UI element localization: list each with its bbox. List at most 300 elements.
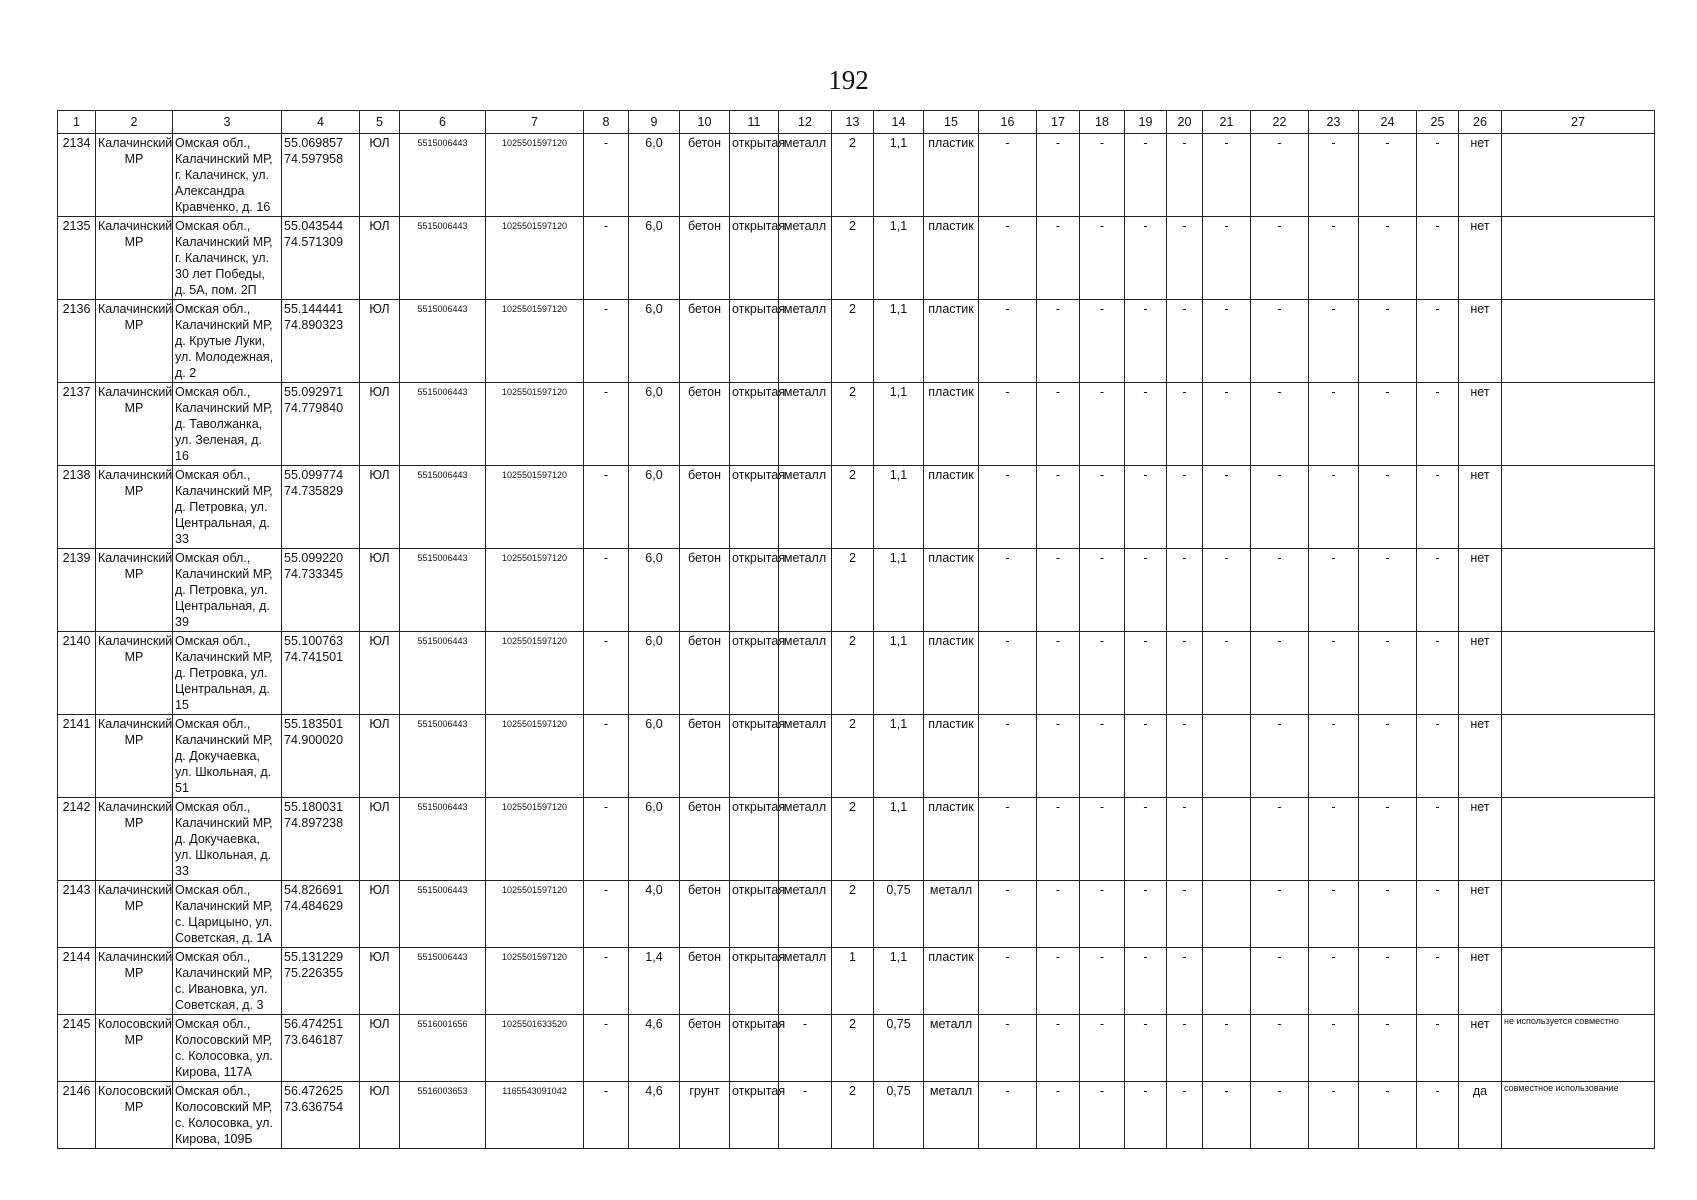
column-header-26: 26 <box>1459 111 1502 134</box>
cell-col-11: открытая <box>730 466 779 549</box>
cell-col-2: Калачинский МР <box>96 632 173 715</box>
cell-col-7: 1025501597120 <box>486 300 584 383</box>
cell-col-3: Омская обл., Калачинский МР, д. Петровка, ул. Центральная, д. 39 <box>173 549 282 632</box>
cell-col-13: 2 <box>832 1082 874 1149</box>
cell-col-14: 1,1 <box>874 715 924 798</box>
cell-col-17: - <box>1037 948 1080 1015</box>
cell-col-8: - <box>584 1082 629 1149</box>
column-header-18: 18 <box>1080 111 1125 134</box>
cell-col-21: - <box>1203 383 1251 466</box>
cell-col-19: - <box>1125 715 1167 798</box>
cell-col-3: Омская обл., Калачинский МР, с. Ивановка, ул. Советская, д. 3 <box>173 948 282 1015</box>
cell-col-9: 4,6 <box>629 1015 680 1082</box>
cell-col-4: 55.144441 74.890323 <box>282 300 360 383</box>
cell-col-9: 6,0 <box>629 217 680 300</box>
cell-col-27 <box>1502 300 1655 383</box>
column-header-27: 27 <box>1502 111 1655 134</box>
cell-col-23: - <box>1309 217 1359 300</box>
cell-col-20: - <box>1167 948 1203 1015</box>
cell-col-3: Омская обл., Калачинский МР, д. Петровка, ул. Центральная, д. 15 <box>173 632 282 715</box>
cell-col-22: - <box>1251 948 1309 1015</box>
cell-col-12: металл <box>779 300 832 383</box>
cell-col-12: - <box>779 1082 832 1149</box>
cell-col-17: - <box>1037 1015 1080 1082</box>
cell-col-26: нет <box>1459 715 1502 798</box>
cell-col-2: Калачинский МР <box>96 549 173 632</box>
cell-col-27 <box>1502 217 1655 300</box>
cell-col-13: 2 <box>832 466 874 549</box>
cell-col-9: 6,0 <box>629 134 680 217</box>
cell-col-10: бетон <box>680 300 730 383</box>
cell-col-8: - <box>584 134 629 217</box>
cell-col-25: - <box>1417 1082 1459 1149</box>
cell-col-16: - <box>979 549 1037 632</box>
column-header-8: 8 <box>584 111 629 134</box>
cell-col-22: - <box>1251 300 1309 383</box>
cell-col-4: 55.043544 74.571309 <box>282 217 360 300</box>
cell-col-9: 6,0 <box>629 798 680 881</box>
cell-col-6: 5515006443 <box>400 715 486 798</box>
cell-col-7: 1025501597120 <box>486 798 584 881</box>
cell-col-13: 2 <box>832 549 874 632</box>
cell-col-5: ЮЛ <box>360 134 400 217</box>
cell-col-21 <box>1203 798 1251 881</box>
column-header-13: 13 <box>832 111 874 134</box>
cell-col-6: 5515006443 <box>400 300 486 383</box>
cell-col-14: 1,1 <box>874 466 924 549</box>
cell-col-9: 4,0 <box>629 881 680 948</box>
cell-col-4: 55.131229 75.226355 <box>282 948 360 1015</box>
cell-col-18: - <box>1080 632 1125 715</box>
cell-col-3: Омская обл., Калачинский МР, д. Петровка, ул. Центральная, д. 33 <box>173 466 282 549</box>
cell-col-14: 1,1 <box>874 383 924 466</box>
cell-col-22: - <box>1251 383 1309 466</box>
cell-col-14: 1,1 <box>874 300 924 383</box>
cell-col-19: - <box>1125 549 1167 632</box>
cell-col-19: - <box>1125 134 1167 217</box>
cell-col-7: 1025501597120 <box>486 632 584 715</box>
cell-col-8: - <box>584 383 629 466</box>
table-row <box>58 881 1655 948</box>
cell-col-6: 5515006443 <box>400 948 486 1015</box>
cell-col-12: металл <box>779 134 832 217</box>
cell-col-19: - <box>1125 881 1167 948</box>
cell-col-21: - <box>1203 632 1251 715</box>
cell-col-1: 2141 <box>58 715 96 798</box>
cell-col-26: нет <box>1459 383 1502 466</box>
cell-col-8: - <box>584 300 629 383</box>
table-row <box>58 632 1655 715</box>
cell-col-17: - <box>1037 798 1080 881</box>
cell-col-14: 1,1 <box>874 134 924 217</box>
cell-col-10: бетон <box>680 1015 730 1082</box>
table-row <box>58 1015 1655 1082</box>
cell-col-9: 6,0 <box>629 466 680 549</box>
cell-col-27 <box>1502 798 1655 881</box>
cell-col-5: ЮЛ <box>360 798 400 881</box>
cell-col-27 <box>1502 948 1655 1015</box>
cell-col-21: - <box>1203 300 1251 383</box>
cell-col-13: 2 <box>832 881 874 948</box>
cell-col-1: 2134 <box>58 134 96 217</box>
cell-col-22: - <box>1251 217 1309 300</box>
cell-col-6: 5515006443 <box>400 466 486 549</box>
cell-col-1: 2139 <box>58 549 96 632</box>
cell-col-20: - <box>1167 1015 1203 1082</box>
cell-col-10: бетон <box>680 549 730 632</box>
cell-col-24: - <box>1359 134 1417 217</box>
cell-col-15: пластик <box>924 549 979 632</box>
cell-col-18: - <box>1080 466 1125 549</box>
cell-col-2: Колосовский МР <box>96 1082 173 1149</box>
cell-col-21: - <box>1203 466 1251 549</box>
cell-col-4: 55.069857 74.597958 <box>282 134 360 217</box>
cell-col-25: - <box>1417 632 1459 715</box>
registry-table <box>57 110 1655 1149</box>
cell-col-5: ЮЛ <box>360 948 400 1015</box>
cell-col-4: 55.092971 74.779840 <box>282 383 360 466</box>
cell-col-22: - <box>1251 881 1309 948</box>
cell-col-27 <box>1502 715 1655 798</box>
cell-col-15: пластик <box>924 948 979 1015</box>
cell-col-24: - <box>1359 300 1417 383</box>
cell-col-19: - <box>1125 1015 1167 1082</box>
cell-col-26: нет <box>1459 466 1502 549</box>
cell-col-22: - <box>1251 632 1309 715</box>
cell-col-16: - <box>979 383 1037 466</box>
cell-col-2: Калачинский МР <box>96 134 173 217</box>
cell-col-24: - <box>1359 881 1417 948</box>
cell-col-16: - <box>979 1082 1037 1149</box>
cell-col-6: 5515006443 <box>400 549 486 632</box>
cell-col-8: - <box>584 948 629 1015</box>
table-row <box>58 798 1655 881</box>
cell-col-13: 2 <box>832 300 874 383</box>
cell-col-16: - <box>979 715 1037 798</box>
cell-col-21: - <box>1203 1082 1251 1149</box>
cell-col-26: нет <box>1459 217 1502 300</box>
cell-col-23: - <box>1309 300 1359 383</box>
column-header-6: 6 <box>400 111 486 134</box>
cell-col-6: 5515006443 <box>400 632 486 715</box>
cell-col-8: - <box>584 466 629 549</box>
cell-col-1: 2140 <box>58 632 96 715</box>
cell-col-18: - <box>1080 383 1125 466</box>
cell-col-7: 1025501597120 <box>486 715 584 798</box>
cell-col-20: - <box>1167 300 1203 383</box>
table-row <box>58 466 1655 549</box>
cell-col-4: 56.474251 73.646187 <box>282 1015 360 1082</box>
cell-col-4: 55.100763 74.741501 <box>282 632 360 715</box>
cell-col-9: 1,4 <box>629 948 680 1015</box>
cell-col-5: ЮЛ <box>360 715 400 798</box>
cell-col-22: - <box>1251 1082 1309 1149</box>
cell-col-8: - <box>584 217 629 300</box>
cell-col-27 <box>1502 549 1655 632</box>
cell-col-3: Омская обл., Калачинский МР, д. Докучаевка, ул. Школьная, д. 51 <box>173 715 282 798</box>
cell-col-6: 5515006443 <box>400 217 486 300</box>
cell-col-15: пластик <box>924 300 979 383</box>
cell-col-2: Калачинский МР <box>96 715 173 798</box>
cell-col-9: 6,0 <box>629 632 680 715</box>
cell-col-19: - <box>1125 798 1167 881</box>
cell-col-14: 0,75 <box>874 881 924 948</box>
cell-col-24: - <box>1359 1015 1417 1082</box>
cell-col-10: бетон <box>680 798 730 881</box>
cell-col-21: - <box>1203 134 1251 217</box>
column-header-24: 24 <box>1359 111 1417 134</box>
cell-col-27: совместное использование <box>1502 1082 1655 1149</box>
column-header-15: 15 <box>924 111 979 134</box>
cell-col-4: 55.180031 74.897238 <box>282 798 360 881</box>
cell-col-25: - <box>1417 217 1459 300</box>
cell-col-6: 5515006443 <box>400 134 486 217</box>
cell-col-17: - <box>1037 217 1080 300</box>
cell-col-18: - <box>1080 881 1125 948</box>
cell-col-5: ЮЛ <box>360 1015 400 1082</box>
cell-col-9: 4,6 <box>629 1082 680 1149</box>
cell-col-1: 2142 <box>58 798 96 881</box>
cell-col-12: металл <box>779 948 832 1015</box>
cell-col-23: - <box>1309 881 1359 948</box>
cell-col-10: бетон <box>680 134 730 217</box>
cell-col-13: 2 <box>832 798 874 881</box>
cell-col-6: 5515006443 <box>400 383 486 466</box>
cell-col-20: - <box>1167 798 1203 881</box>
cell-col-4: 54.826691 74.484629 <box>282 881 360 948</box>
cell-col-6: 5515006443 <box>400 798 486 881</box>
cell-col-2: Калачинский МР <box>96 798 173 881</box>
cell-col-2: Калачинский МР <box>96 881 173 948</box>
cell-col-16: - <box>979 134 1037 217</box>
cell-col-8: - <box>584 798 629 881</box>
cell-col-12: металл <box>779 881 832 948</box>
cell-col-11: открытая <box>730 948 779 1015</box>
cell-col-13: 2 <box>832 217 874 300</box>
cell-col-13: 1 <box>832 948 874 1015</box>
table-row <box>58 134 1655 217</box>
cell-col-9: 6,0 <box>629 383 680 466</box>
cell-col-15: пластик <box>924 383 979 466</box>
cell-col-14: 1,1 <box>874 549 924 632</box>
column-header-2: 2 <box>96 111 173 134</box>
cell-col-10: бетон <box>680 715 730 798</box>
cell-col-7: 1025501597120 <box>486 466 584 549</box>
cell-col-21: - <box>1203 549 1251 632</box>
cell-col-1: 2136 <box>58 300 96 383</box>
cell-col-11: открытая <box>730 134 779 217</box>
cell-col-5: ЮЛ <box>360 632 400 715</box>
column-header-9: 9 <box>629 111 680 134</box>
cell-col-12: - <box>779 1015 832 1082</box>
cell-col-17: - <box>1037 715 1080 798</box>
cell-col-26: нет <box>1459 632 1502 715</box>
cell-col-3: Омская обл., Калачинский МР, д. Таволжанка, ул. Зеленая, д. 16 <box>173 383 282 466</box>
cell-col-27 <box>1502 134 1655 217</box>
table-row <box>58 549 1655 632</box>
cell-col-16: - <box>979 217 1037 300</box>
cell-col-25: - <box>1417 134 1459 217</box>
cell-col-25: - <box>1417 715 1459 798</box>
cell-col-10: бетон <box>680 466 730 549</box>
cell-col-16: - <box>979 466 1037 549</box>
cell-col-2: Калачинский МР <box>96 948 173 1015</box>
cell-col-26: нет <box>1459 881 1502 948</box>
cell-col-25: - <box>1417 466 1459 549</box>
cell-col-25: - <box>1417 383 1459 466</box>
cell-col-14: 0,75 <box>874 1015 924 1082</box>
cell-col-26: нет <box>1459 1015 1502 1082</box>
table-row <box>58 1082 1655 1149</box>
cell-col-19: - <box>1125 1082 1167 1149</box>
cell-col-27 <box>1502 383 1655 466</box>
table-row <box>58 300 1655 383</box>
cell-col-26: нет <box>1459 134 1502 217</box>
cell-col-8: - <box>584 632 629 715</box>
cell-col-8: - <box>584 881 629 948</box>
cell-col-22: - <box>1251 715 1309 798</box>
cell-col-27 <box>1502 881 1655 948</box>
cell-col-1: 2135 <box>58 217 96 300</box>
cell-col-18: - <box>1080 1082 1125 1149</box>
cell-col-3: Омская обл., Калачинский МР, г. Калачинск, ул. Александра Кравченко, д. 16 <box>173 134 282 217</box>
cell-col-10: грунт <box>680 1082 730 1149</box>
cell-col-26: нет <box>1459 549 1502 632</box>
cell-col-16: - <box>979 1015 1037 1082</box>
cell-col-3: Омская обл., Колосовский МР, с. Колосовка, ул. Кирова, 117А <box>173 1015 282 1082</box>
cell-col-22: - <box>1251 798 1309 881</box>
cell-col-12: металл <box>779 632 832 715</box>
cell-col-22: - <box>1251 549 1309 632</box>
cell-col-18: - <box>1080 300 1125 383</box>
cell-col-4: 55.183501 74.900020 <box>282 715 360 798</box>
cell-col-7: 1025501597120 <box>486 948 584 1015</box>
cell-col-23: - <box>1309 715 1359 798</box>
cell-col-15: металл <box>924 1015 979 1082</box>
cell-col-24: - <box>1359 798 1417 881</box>
table-body <box>58 134 1655 1149</box>
cell-col-25: - <box>1417 798 1459 881</box>
cell-col-21 <box>1203 715 1251 798</box>
cell-col-11: открытая <box>730 715 779 798</box>
cell-col-7: 1165543091042 <box>486 1082 584 1149</box>
cell-col-19: - <box>1125 632 1167 715</box>
cell-col-3: Омская обл., Калачинский МР, с. Царицыно, ул. Советская, д. 1А <box>173 881 282 948</box>
cell-col-11: открытая <box>730 549 779 632</box>
cell-col-18: - <box>1080 1015 1125 1082</box>
column-header-1: 1 <box>58 111 96 134</box>
cell-col-9: 6,0 <box>629 549 680 632</box>
column-header-3: 3 <box>173 111 282 134</box>
cell-col-13: 2 <box>832 715 874 798</box>
cell-col-15: пластик <box>924 715 979 798</box>
cell-col-25: - <box>1417 881 1459 948</box>
table-row <box>58 217 1655 300</box>
cell-col-4: 55.099220 74.733345 <box>282 549 360 632</box>
cell-col-20: - <box>1167 881 1203 948</box>
cell-col-17: - <box>1037 466 1080 549</box>
cell-col-7: 1025501597120 <box>486 383 584 466</box>
cell-col-17: - <box>1037 632 1080 715</box>
cell-col-20: - <box>1167 549 1203 632</box>
cell-col-25: - <box>1417 549 1459 632</box>
cell-col-19: - <box>1125 217 1167 300</box>
cell-col-20: - <box>1167 383 1203 466</box>
cell-col-14: 1,1 <box>874 948 924 1015</box>
cell-col-8: - <box>584 549 629 632</box>
cell-col-21: - <box>1203 217 1251 300</box>
cell-col-14: 1,1 <box>874 798 924 881</box>
cell-col-11: открытая <box>730 798 779 881</box>
cell-col-18: - <box>1080 217 1125 300</box>
column-header-25: 25 <box>1417 111 1459 134</box>
cell-col-14: 1,1 <box>874 217 924 300</box>
cell-col-24: - <box>1359 383 1417 466</box>
cell-col-3: Омская обл., Калачинский МР, д. Крутые Луки, ул. Молодежная, д. 2 <box>173 300 282 383</box>
cell-col-13: 2 <box>832 134 874 217</box>
cell-col-18: - <box>1080 549 1125 632</box>
cell-col-2: Колосовский МР <box>96 1015 173 1082</box>
table-row <box>58 715 1655 798</box>
column-header-4: 4 <box>282 111 360 134</box>
cell-col-5: ЮЛ <box>360 1082 400 1149</box>
cell-col-16: - <box>979 881 1037 948</box>
cell-col-24: - <box>1359 1082 1417 1149</box>
cell-col-18: - <box>1080 798 1125 881</box>
cell-col-8: - <box>584 715 629 798</box>
cell-col-12: металл <box>779 383 832 466</box>
column-header-14: 14 <box>874 111 924 134</box>
column-header-5: 5 <box>360 111 400 134</box>
cell-col-5: ЮЛ <box>360 466 400 549</box>
table-row <box>58 948 1655 1015</box>
cell-col-17: - <box>1037 549 1080 632</box>
cell-col-26: нет <box>1459 948 1502 1015</box>
cell-col-11: открытая <box>730 217 779 300</box>
column-header-11: 11 <box>730 111 779 134</box>
cell-col-23: - <box>1309 798 1359 881</box>
column-header-12: 12 <box>779 111 832 134</box>
cell-col-20: - <box>1167 1082 1203 1149</box>
cell-col-5: ЮЛ <box>360 300 400 383</box>
cell-col-15: пластик <box>924 632 979 715</box>
cell-col-11: открытая <box>730 1082 779 1149</box>
cell-col-16: - <box>979 300 1037 383</box>
cell-col-5: ЮЛ <box>360 217 400 300</box>
cell-col-17: - <box>1037 1082 1080 1149</box>
cell-col-27 <box>1502 632 1655 715</box>
cell-col-6: 5515006443 <box>400 881 486 948</box>
cell-col-21 <box>1203 948 1251 1015</box>
cell-col-7: 1025501597120 <box>486 134 584 217</box>
cell-col-22: - <box>1251 466 1309 549</box>
page-number: 192 <box>828 65 869 95</box>
cell-col-5: ЮЛ <box>360 549 400 632</box>
cell-col-10: бетон <box>680 383 730 466</box>
cell-col-8: - <box>584 1015 629 1082</box>
cell-col-18: - <box>1080 134 1125 217</box>
cell-col-23: - <box>1309 549 1359 632</box>
column-header-19: 19 <box>1125 111 1167 134</box>
cell-col-15: металл <box>924 881 979 948</box>
cell-col-21 <box>1203 881 1251 948</box>
cell-col-27 <box>1502 466 1655 549</box>
cell-col-15: металл <box>924 1082 979 1149</box>
cell-col-13: 2 <box>832 1015 874 1082</box>
cell-col-12: металл <box>779 798 832 881</box>
cell-col-2: Калачинский МР <box>96 383 173 466</box>
cell-col-23: - <box>1309 1015 1359 1082</box>
